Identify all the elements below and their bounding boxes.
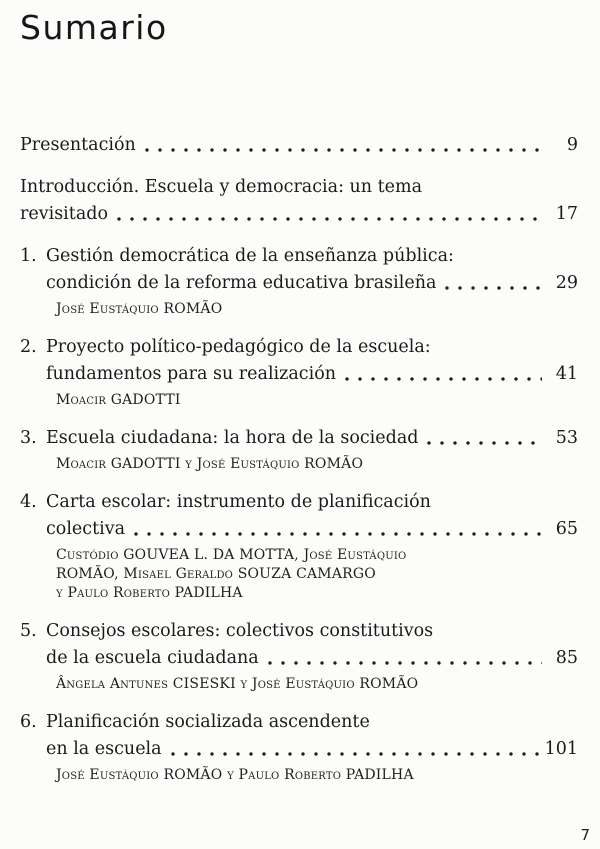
dot-leader: [445, 286, 542, 290]
title-text: fundamentos para su realización: [46, 364, 337, 384]
title-text: Consejos escolares: colectivos constitutivos: [46, 621, 434, 641]
title-text: Gestión democrática de la enseñanza pública:: [46, 246, 454, 266]
toc-entry: [20, 618, 578, 694]
title-text: de la escuela ciudadana: [46, 648, 259, 668]
entry-number: 2.: [20, 337, 37, 357]
toc-entry: [20, 174, 578, 228]
entry-body: [46, 489, 578, 603]
entry-body: [46, 618, 578, 694]
entry-page-number: 9: [566, 135, 578, 155]
dot-leader: [427, 441, 542, 445]
author-line: ROMÃO, Misael Geraldo SOUZA CAMARGO: [56, 566, 376, 582]
entry-title-line: [46, 516, 578, 543]
title-text: Carta escolar: instrumento de planificación: [46, 492, 431, 512]
title-text: en la escuela: [46, 739, 162, 759]
author-line: José Eustáquio ROMÃO: [56, 301, 223, 317]
entry-number: 3.: [20, 428, 37, 448]
dot-leader: [171, 752, 539, 756]
dot-leader: [268, 661, 542, 665]
entry-title-line: [20, 132, 578, 159]
entry-body: [46, 425, 578, 474]
author-line: Moacir GADOTTI y José Eustáquio ROMÃO: [56, 456, 364, 472]
entry-page-number: 101: [544, 739, 578, 759]
dot-leader: [345, 377, 542, 381]
entry-title-line: [46, 489, 578, 516]
title-text: Escuela ciudadana: la hora de la sociedad: [46, 428, 419, 448]
toc-entry: [20, 425, 578, 474]
entry-title-line: [46, 736, 578, 763]
dot-leader: [134, 532, 542, 536]
title-text: revisitado: [20, 204, 108, 224]
entry-title-line: [20, 174, 578, 201]
author-line: Ângela Antunes CISESKI y José Eustáquio ROMÃO: [56, 676, 419, 692]
entry-title-line: [46, 270, 578, 297]
entry-number: 1.: [20, 246, 37, 266]
entry-body: [20, 174, 578, 228]
entry-number: 6.: [20, 712, 37, 732]
toc-entry: [20, 132, 578, 159]
toc-entry: [20, 243, 578, 319]
title-text: Planificación socializada ascendente: [46, 712, 370, 732]
entry-body: [46, 709, 578, 785]
author-line: y Paulo Roberto PADILHA: [56, 585, 243, 601]
entry-authors: [46, 766, 578, 785]
entry-page-number: 65: [555, 519, 578, 539]
toc-list: [20, 132, 578, 785]
dot-leader: [117, 217, 542, 221]
entry-page-number: 29: [555, 273, 578, 293]
entry-page-number: 85: [555, 648, 578, 668]
entry-title-line: [46, 618, 578, 645]
toc-entry: [20, 489, 578, 603]
entry-authors: [46, 391, 578, 410]
entry-page-number: 17: [555, 204, 578, 224]
entry-number: 4.: [20, 492, 37, 512]
page-title: Sumario: [20, 8, 168, 47]
author-line: Moacir GADOTTI: [56, 392, 181, 408]
title-text: Proyecto político-pedagógico de la escuela:: [46, 337, 431, 357]
folio-page-number: 7: [580, 826, 590, 844]
entry-title-line: [46, 243, 578, 270]
entry-authors: [46, 455, 578, 474]
entry-title-line: [46, 334, 578, 361]
entry-body: [46, 243, 578, 319]
entry-authors: [46, 675, 578, 694]
entry-body: [46, 334, 578, 410]
entry-title-line: [46, 709, 578, 736]
entry-authors: [46, 300, 578, 319]
toc-entry: [20, 709, 578, 785]
title-text: colectiva: [46, 519, 126, 539]
author-line: José Eustáquio ROMÃO y Paulo Roberto PADILHA: [56, 767, 414, 783]
title-text: Presentación: [20, 135, 136, 155]
entry-body: [20, 132, 578, 159]
toc-entry: [20, 334, 578, 410]
title-text: condición de la reforma educativa brasileña: [46, 273, 437, 293]
author-line: Custódio GOUVEA L. DA MOTTA, José Eustáquio: [56, 547, 407, 563]
title-text: Introducción. Escuela y democracia: un tema: [20, 177, 423, 197]
entry-page-number: 53: [555, 428, 578, 448]
entry-number: 5.: [20, 621, 37, 641]
entry-title-line: [20, 201, 578, 228]
dot-leader: [145, 148, 542, 152]
entry-page-number: 41: [555, 364, 578, 384]
entry-title-line: [46, 361, 578, 388]
entry-authors: [46, 546, 578, 603]
entry-title-line: [46, 645, 578, 672]
entry-title-line: [46, 425, 578, 452]
